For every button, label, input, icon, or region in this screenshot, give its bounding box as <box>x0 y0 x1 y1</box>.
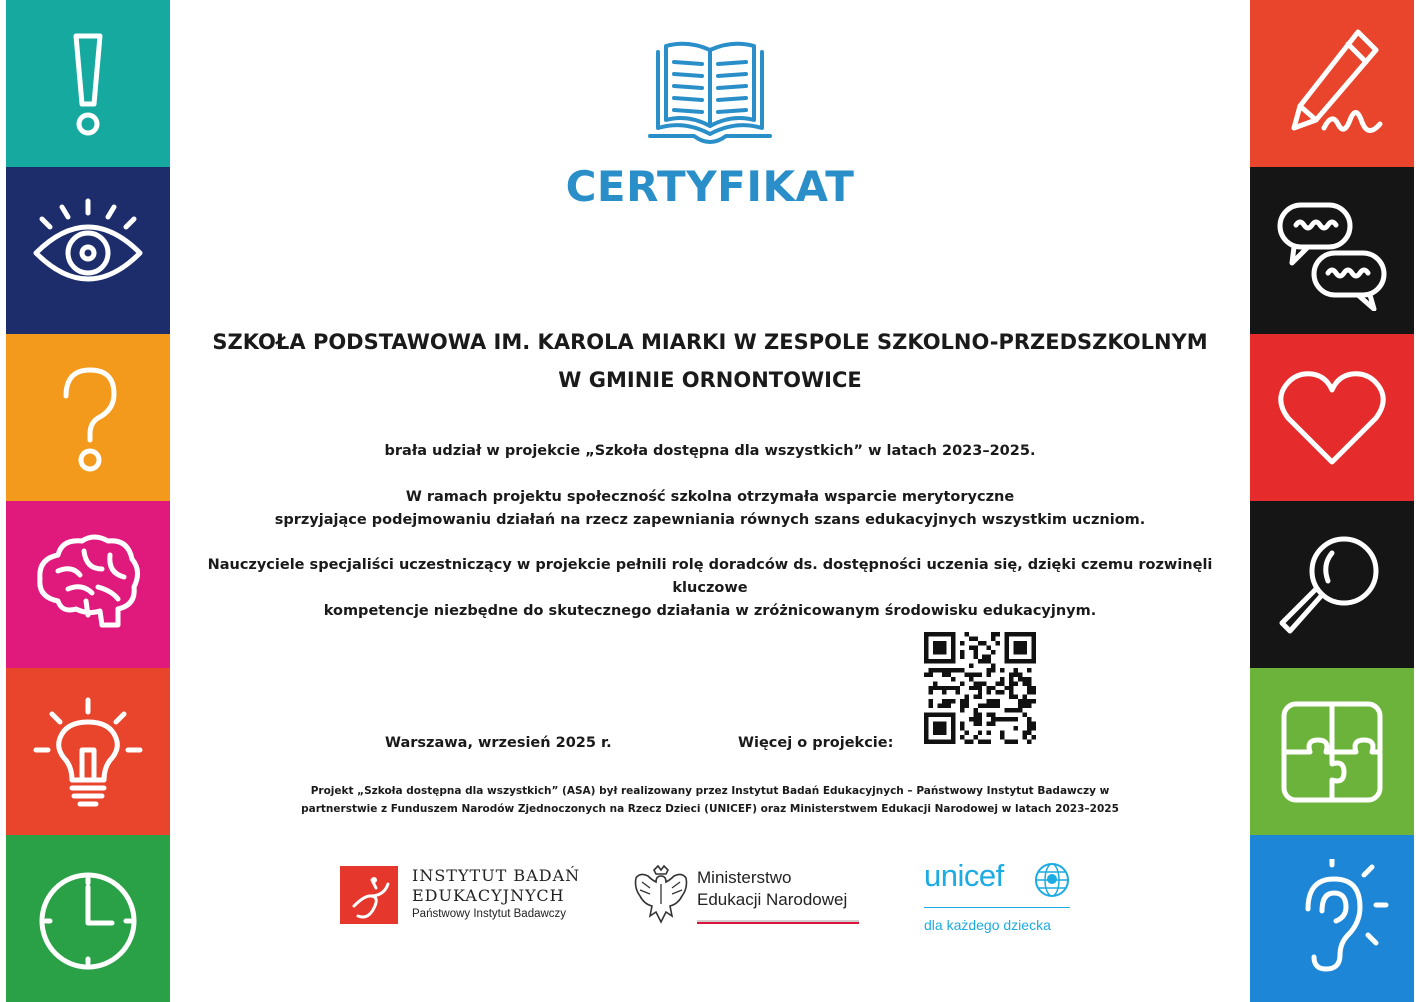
ibe-logo-mark <box>340 866 398 924</box>
eye-icon <box>28 191 148 311</box>
project-note-line2: partnerstwie z Funduszem Narodów Zjednoczonych na Rzecz Dzieci (UNICEF) oraz Ministerstwem Edukacji Narodowej w latach 2023–2025 <box>301 803 1119 815</box>
unicef-wordmark: unicef <box>924 858 1004 893</box>
speech-bubbles-icon <box>1272 191 1392 311</box>
unicef-divider <box>924 907 1070 908</box>
tile-clock <box>6 835 170 1002</box>
support-paragraph <box>176 486 1244 532</box>
project-note-line1: Projekt „Szkoła dostępna dla wszystkich” (ASA) był realizowany przez Instytut Badań Edukacyjnych – Państwowy Instytut Badawczy w <box>310 785 1110 797</box>
tile-eye <box>6 167 170 334</box>
magnifier-icon <box>1272 525 1392 645</box>
tile-pencil <box>1250 0 1414 167</box>
ibe-logo-icon <box>340 866 398 924</box>
tile-puzzle <box>1250 668 1414 835</box>
competence-line1: Nauczyciele specjaliści uczestniczący w projekcie pełnili rolę doradców ds. dostępności uczenia się, dzięki czemu rozwinęli kluczowe <box>207 557 1213 596</box>
certificate-title: CERTYFIKAT <box>565 162 855 211</box>
recipient-name-line2: W GMINIE ORNONTOWICE <box>558 368 862 392</box>
open-book-icon <box>648 40 772 150</box>
support-line1: W ramach projektu społeczność szkolna otrzymała wsparcie merytoryczne <box>405 489 1015 505</box>
tile-magnifier <box>1250 501 1414 668</box>
lightbulb-icon <box>28 692 148 812</box>
tile-brain <box>6 501 170 668</box>
unicef-tagline: dla każdego dziecka <box>924 917 1051 933</box>
brain-icon <box>28 525 148 645</box>
puzzle-icon <box>1272 692 1392 812</box>
tile-ear <box>1250 835 1414 1002</box>
unicef-globe-icon <box>1032 860 1072 900</box>
competence-line2: kompetencje niezbędne do skutecznego działania w zróżnicowanym środowisku edukacyjnym. <box>323 603 1097 619</box>
tile-question <box>6 334 170 501</box>
tile-speech <box>1250 167 1414 334</box>
competence-paragraph <box>176 554 1244 623</box>
polish-eagle-emblem <box>632 864 690 926</box>
tile-heart <box>1250 334 1414 501</box>
recipient-name-line1: SZKOŁA PODSTAWOWA IM. KAROLA MIARKI W ZESPOLE SZKOLNO-PRZEDSZKOLNYM <box>212 330 1208 354</box>
heart-icon <box>1272 358 1392 478</box>
pencil-icon <box>1272 24 1392 144</box>
ear-icon <box>1272 859 1392 979</box>
polish-flag-line <box>697 920 859 924</box>
question-icon <box>28 358 148 478</box>
more-info-label: Więcej o projekcie: <box>738 735 894 751</box>
flag-red-band <box>697 922 859 924</box>
tile-lightbulb <box>6 668 170 835</box>
qr-code[interactable] <box>924 632 1036 744</box>
tile-exclamation <box>6 0 170 167</box>
support-line2: sprzyjające podejmowaniu działań na rzecz zapewniania równych szans edukacyjnych wszystkim uczniom. <box>274 512 1146 528</box>
men-name-line2: Edukacji Narodowej <box>697 890 848 909</box>
ibe-name-line1: INSTYTUT BADAŃ <box>412 866 581 885</box>
place-and-date: Warszawa, wrzesień 2025 r. <box>385 735 612 751</box>
men-name-line1: Ministerstwo <box>697 868 792 887</box>
left-icon-strip <box>6 0 170 1000</box>
exclamation-icon <box>28 24 148 144</box>
ibe-name-line3: Państwowy Instytut Badawczy <box>412 908 567 920</box>
clock-icon <box>28 859 148 979</box>
right-icon-strip <box>1250 0 1414 1000</box>
participation-statement: brała udział w projekcie „Szkoła dostępna dla wszystkich” w latach 2023–2025. <box>384 443 1036 459</box>
ibe-name-line2: EDUKACYJNYCH <box>412 886 565 905</box>
